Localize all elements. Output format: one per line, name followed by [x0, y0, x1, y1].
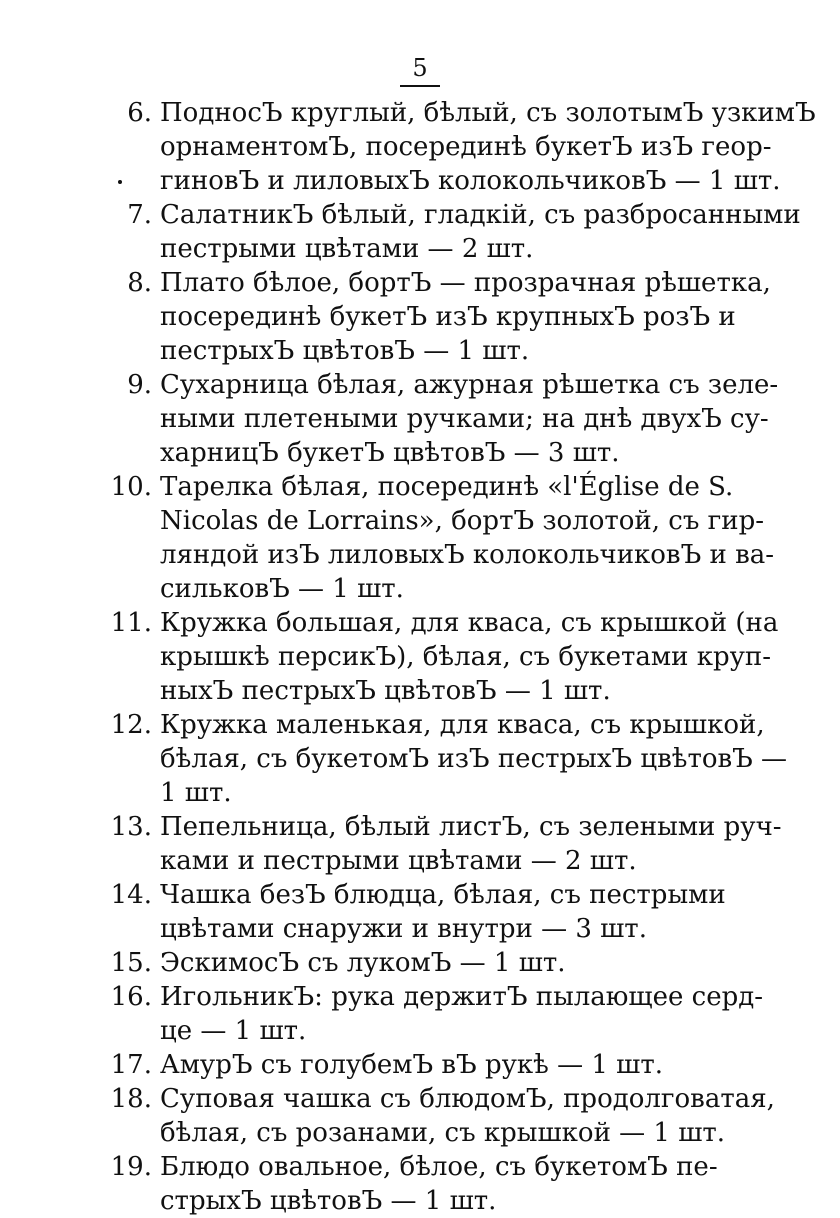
item-description	[160, 810, 782, 878]
item-text-line: пестрыхЪ цвѣтовЪ — 1 шт.	[160, 336, 530, 366]
item-text-line: бѣлая, съ розанами, съ крышкой — 1 шт.	[160, 1118, 726, 1148]
item-number: 10.	[110, 472, 152, 502]
list-item	[0, 470, 840, 606]
list-item	[0, 368, 840, 470]
item-text-line: АмурЪ съ голубемЪ вЪ рукѣ — 1 шт.	[160, 1050, 664, 1080]
list-item	[0, 96, 840, 198]
item-number: 11.	[110, 608, 152, 638]
list-item	[0, 878, 840, 946]
item-description	[160, 946, 732, 980]
list-item	[0, 1082, 840, 1150]
item-description	[160, 96, 816, 198]
inventory-list	[0, 96, 840, 1218]
list-item	[0, 1048, 840, 1082]
item-description	[160, 1150, 732, 1218]
item-description	[160, 878, 732, 946]
item-text-line: цвѣтами снаружи и внутри — 3 шт.	[160, 914, 647, 944]
item-description	[160, 1048, 732, 1082]
item-text-line: Кружка большая, для кваса, съ крышкой (на	[160, 608, 779, 638]
item-text-line: ПодносЪ круглый, бѣлый, съ золотымЪ узкимЪ	[160, 98, 816, 128]
item-description	[160, 266, 771, 368]
list-item	[0, 980, 840, 1048]
item-number: 13.	[110, 812, 152, 842]
page-number	[0, 54, 840, 87]
item-text-line: гиновЪ и лиловыхЪ колокольчиковЪ — 1 шт.	[160, 166, 781, 196]
list-item	[0, 810, 840, 878]
item-text-line: харницЪ букетЪ цвѣтовЪ — 3 шт.	[160, 438, 620, 468]
list-item	[0, 1150, 840, 1218]
item-text-line: Блюдо овальное, бѣлое, съ букетомЪ пе-	[160, 1152, 718, 1182]
item-number: 19.	[110, 1152, 152, 1182]
item-text-line: Плато бѣлое, бортЪ — прозрачная рѣшетка,	[160, 268, 771, 298]
item-number: 18.	[110, 1084, 152, 1114]
list-item	[0, 946, 840, 980]
list-item	[0, 606, 840, 708]
item-description	[160, 708, 788, 810]
item-text-line: пестрыми цвѣтами — 2 шт.	[160, 234, 534, 264]
item-text-line: крышкѣ персикЪ), бѣлая, съ букетами круп-	[160, 642, 772, 672]
item-text-line: посерединѣ букетЪ изЪ крупныхЪ розЪ и	[160, 302, 736, 332]
item-text-line: Тарелка бѣлая, посерединѣ «l'Église de S.	[160, 472, 734, 502]
item-number: 9.	[127, 370, 152, 400]
item-text-line: ЭскимосЪ съ лукомЪ — 1 шт.	[160, 948, 566, 978]
item-number: 14.	[110, 880, 152, 910]
item-description	[160, 470, 775, 606]
page-number-text: 5	[400, 54, 439, 87]
item-text-line: СалатникЪ бѣлый, гладкій, съ разбросанными	[160, 200, 801, 230]
list-item	[0, 198, 840, 266]
item-text-line: Суповая чашка съ блюдомЪ, продолговатая,	[160, 1084, 775, 1114]
item-text-line: Чашка безЪ блюдца, бѣлая, съ пестрыми	[160, 880, 726, 910]
item-text-line: ныхЪ пестрыхЪ цвѣтовЪ — 1 шт.	[160, 676, 611, 706]
list-item	[0, 266, 840, 368]
item-text-line: 1 шт.	[160, 778, 232, 808]
item-text-line: ИгольникЪ: рука держитЪ пылающее серд-	[160, 982, 764, 1012]
item-description	[160, 368, 779, 470]
item-number: 17.	[110, 1050, 152, 1080]
item-text-line: ками и пестрыми цвѣтами — 2 шт.	[160, 846, 637, 876]
item-number: 12.	[110, 710, 152, 740]
item-number: 6.	[127, 98, 152, 128]
item-text-line: Пепельница, бѣлый листЪ, съ зелеными руч-	[160, 812, 782, 842]
item-description	[160, 1082, 775, 1150]
item-text-line: орнаментомЪ, посерединѣ букетЪ изЪ геор-	[160, 132, 772, 162]
item-text-line: ляндой изЪ лиловыхЪ колокольчиковЪ и ва-	[160, 540, 775, 570]
item-text-line: Сухарница бѣлая, ажурная рѣшетка съ зеле-	[160, 370, 779, 400]
item-number: 8.	[127, 268, 152, 298]
item-text-line: це — 1 шт.	[160, 1016, 307, 1046]
item-number: 15.	[110, 948, 152, 978]
item-number: 16.	[110, 982, 152, 1012]
item-text-line: сильковЪ — 1 шт.	[160, 574, 404, 604]
list-item	[0, 708, 840, 810]
item-number: 7.	[127, 200, 152, 230]
item-text-line: стрыхЪ цвѣтовЪ — 1 шт.	[160, 1186, 497, 1216]
item-description	[160, 198, 801, 266]
item-text-line: Кружка маленькая, для кваса, съ крышкой,	[160, 710, 765, 740]
item-description	[160, 980, 764, 1048]
item-description	[160, 606, 779, 708]
item-text-line: Nicolas de Lorrains», бортЪ золотой, съ гир-	[160, 506, 765, 536]
item-text-line: ными плетеными ручками; на днѣ двухЪ су-	[160, 404, 769, 434]
item-text-line: бѣлая, съ букетомЪ изЪ пестрыхЪ цвѣтовЪ —	[160, 744, 788, 774]
